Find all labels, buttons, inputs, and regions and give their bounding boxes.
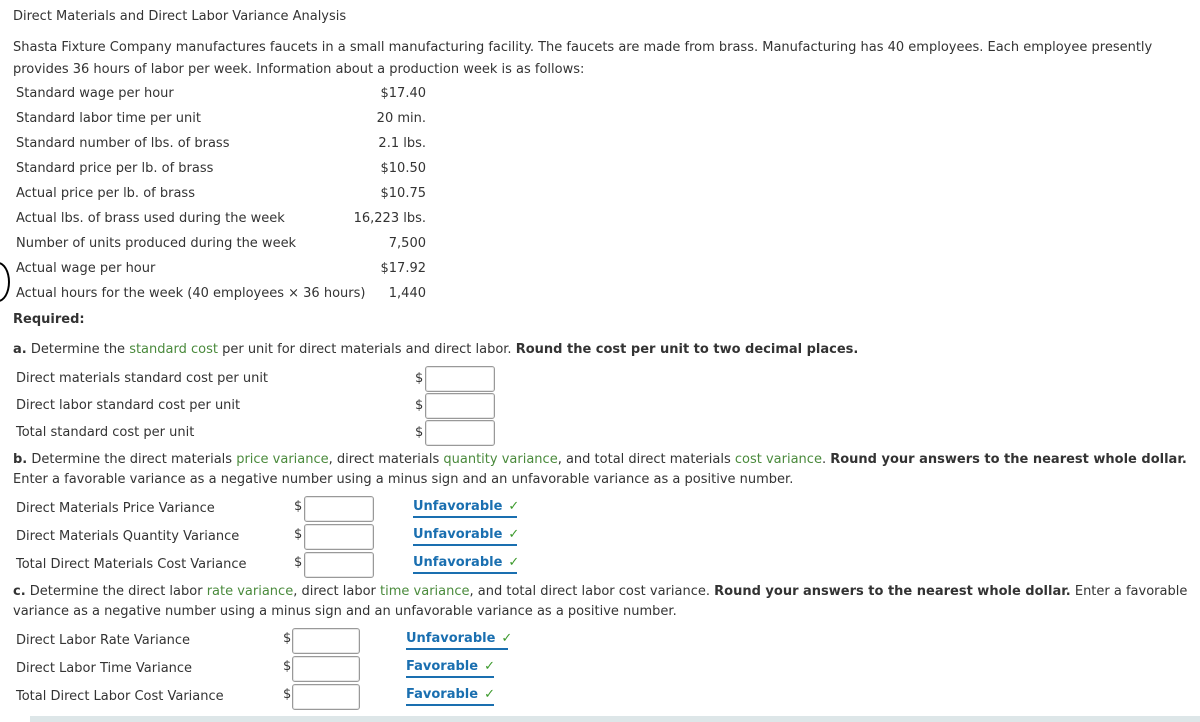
dm-cost-variance-input[interactable] [304, 552, 374, 578]
check-icon: ✓ [484, 659, 495, 674]
given-label: Standard number of lbs. of brass [16, 136, 230, 151]
rate-variance-link[interactable]: rate variance [206, 584, 294, 599]
page-title: Direct Materials and Direct Labor Variance Analysis [13, 9, 347, 24]
part-b-text: . [821, 452, 831, 467]
check-icon: ✓ [508, 499, 520, 514]
part-b-instruction: Round your answers to the nearest whole dollar. [830, 452, 1187, 467]
row-label: Direct Labor Rate Variance [16, 633, 191, 648]
given-value: 16,223 lbs. [353, 211, 426, 226]
left-edge-arc [0, 262, 10, 302]
part-c-text: Determine the direct labor [25, 584, 207, 599]
cost-variance-link[interactable]: cost variance [734, 452, 822, 467]
total-standard-cost-input[interactable] [425, 420, 495, 446]
selection-text: Unfavorable [406, 631, 496, 646]
dollar-sign: $ [283, 631, 292, 646]
check-icon: ✓ [484, 687, 495, 702]
given-label: Actual wage per hour [16, 261, 156, 276]
given-label: Standard wage per hour [16, 86, 174, 101]
standard-cost-link[interactable]: standard cost [129, 342, 218, 357]
given-value: 2.1 lbs. [378, 136, 426, 151]
part-c-instruction: Round your answers to the nearest whole dollar. [714, 584, 1071, 599]
dm-price-variance-input[interactable] [304, 496, 374, 522]
given-label: Standard price per lb. of brass [16, 161, 214, 176]
dm-quantity-variance-input[interactable] [304, 524, 374, 550]
part-a-instruction: Round the cost per unit to two decimal places. [515, 342, 859, 357]
row-label: Direct Labor Time Variance [16, 661, 193, 676]
part-b-text: , and total direct materials [557, 452, 735, 467]
dollar-sign: $ [415, 398, 424, 413]
given-label: Number of units produced during the week [16, 236, 297, 251]
check-icon: ✓ [508, 527, 520, 542]
row-label: Direct Materials Quantity Variance [16, 529, 240, 544]
given-label: Actual hours for the week (40 employees × 36 hours) [16, 286, 366, 301]
part-b-text: , direct materials [328, 452, 444, 467]
part-c-text: , and total direct labor cost variance. [469, 584, 715, 599]
selection-text: Unfavorable [413, 555, 503, 570]
part-b-text: Determine the direct materials [27, 452, 237, 467]
dl-rate-variance-select[interactable] [406, 631, 513, 650]
part-b-prefix: b. [13, 452, 28, 467]
row-label: Total Direct Materials Cost Variance [16, 557, 247, 572]
dollar-sign: $ [294, 499, 303, 514]
dollar-sign: $ [415, 371, 424, 386]
time-variance-link[interactable]: time variance [380, 584, 470, 599]
part-c-text: , direct labor [293, 584, 381, 599]
part-a-text: Determine the [26, 342, 130, 357]
intro-paragraph: Shasta Fixture Company manufactures faucets in a small manufacturing facility. The faucets are made from brass. Manufacturing has 40 employees. Each employee presently provides 36 hours of labor per week. Information about a production week is as follows: [13, 40, 1153, 77]
selection-text: Favorable [406, 659, 479, 674]
dollar-sign: $ [415, 425, 424, 440]
given-label: Standard labor time per unit [16, 111, 201, 126]
dl-time-variance-select[interactable] [406, 659, 494, 678]
given-value: $17.92 [380, 261, 426, 276]
row-label: Total standard cost per unit [16, 425, 195, 440]
selection-text: Unfavorable [413, 499, 503, 514]
part-c-question [13, 582, 1195, 622]
part-b-question [13, 450, 1195, 490]
row-label: Direct labor standard cost per unit [16, 398, 241, 413]
part-a-question [13, 342, 858, 357]
part-a-prefix: a. [13, 342, 27, 357]
part-b-text: Enter a favorable variance as a negative number using a minus sign and an unfavorable variance as a positive number. [13, 472, 794, 487]
dl-cost-variance-input[interactable] [292, 684, 360, 710]
given-value: $17.40 [380, 86, 426, 101]
part-c-prefix: c. [13, 584, 26, 599]
given-value: $10.75 [380, 186, 426, 201]
dollar-sign: $ [294, 527, 303, 542]
dm-quantity-variance-select[interactable] [413, 527, 520, 546]
selection-text: Favorable [406, 687, 479, 702]
dl-cost-variance-select[interactable] [406, 687, 494, 706]
quantity-variance-link[interactable]: quantity variance [443, 452, 558, 467]
row-label: Direct materials standard cost per unit [16, 371, 269, 386]
dm-standard-cost-input[interactable] [425, 366, 495, 392]
given-value: 1,440 [388, 286, 426, 301]
required-heading: Required: [13, 312, 85, 327]
check-icon: ✓ [508, 555, 520, 570]
dm-cost-variance-select[interactable] [413, 555, 520, 574]
part-c-text: Enter a favorable variance as a negative number using a minus sign and an unfavorable variance as a positive number. [13, 584, 1188, 619]
dl-time-variance-input[interactable] [292, 656, 360, 682]
dl-rate-variance-input[interactable] [292, 628, 360, 654]
selection-text: Unfavorable [413, 527, 503, 542]
dollar-sign: $ [283, 687, 292, 702]
dollar-sign: $ [283, 659, 292, 674]
given-value: $10.50 [380, 161, 426, 176]
given-value: 20 min. [376, 111, 426, 126]
dl-standard-cost-input[interactable] [425, 393, 495, 419]
given-label: Actual lbs. of brass used during the week [16, 211, 285, 226]
dollar-sign: $ [294, 555, 303, 570]
given-value: 7,500 [388, 236, 426, 251]
part-a-text: per unit for direct materials and direct labor. [217, 342, 516, 357]
given-label: Actual price per lb. of brass [16, 186, 195, 201]
price-variance-link[interactable]: price variance [236, 452, 329, 467]
dm-price-variance-select[interactable] [413, 499, 520, 518]
bottom-scroll-bar [30, 716, 1200, 722]
check-icon: ✓ [501, 631, 513, 646]
row-label: Direct Materials Price Variance [16, 501, 215, 516]
row-label: Total Direct Labor Cost Variance [16, 689, 224, 704]
